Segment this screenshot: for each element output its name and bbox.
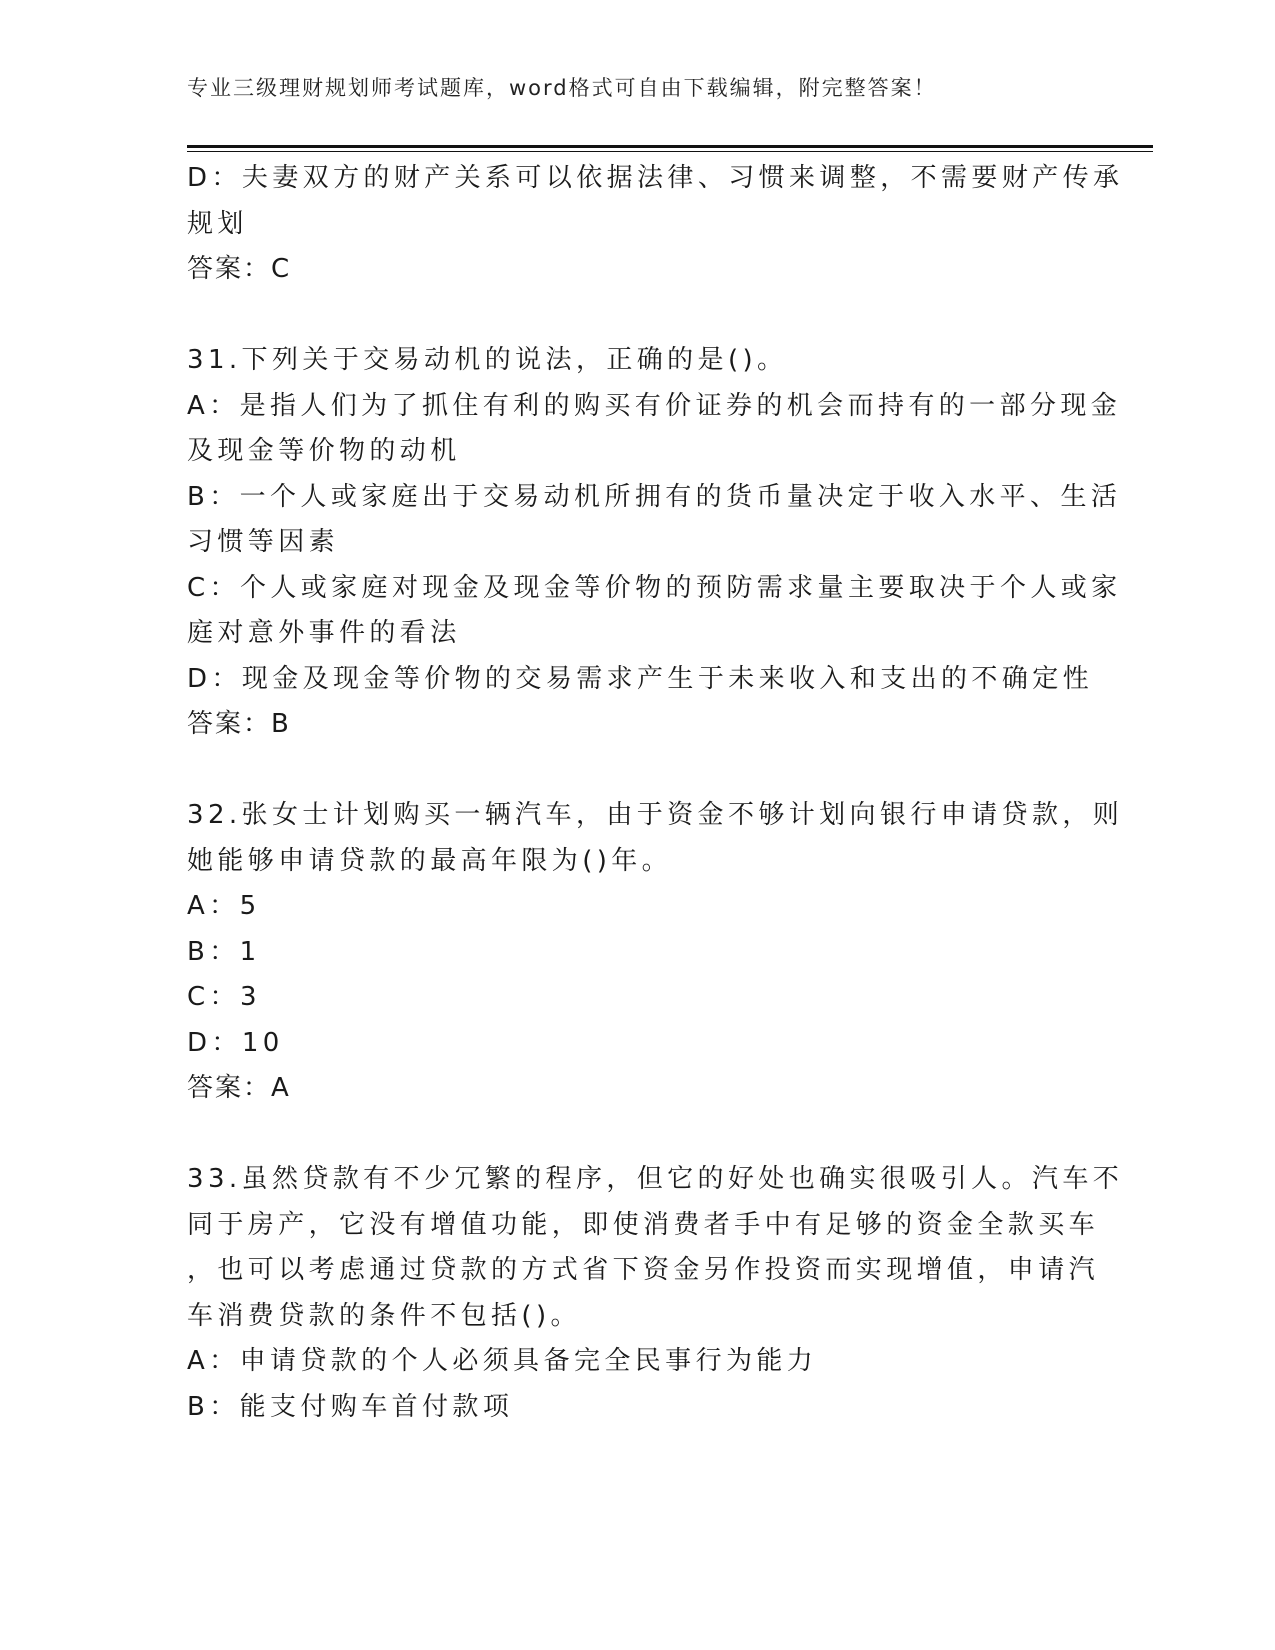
page-header: 专业三级理财规划师考试题库，word格式可自由下载编辑，附完整答案！	[187, 76, 937, 100]
answer-line: 答案：B	[187, 709, 291, 739]
option-line: A：是指人们为了抓住有利的购买有价证券的机会而持有的一部分现金	[187, 390, 1122, 421]
header-rule-thick	[187, 145, 1153, 148]
block-gap	[187, 748, 1107, 794]
option-line: D：现金及现金等价物的交易需求产生于未来收入和支出的不确定性	[187, 663, 1094, 694]
option-line: 及现金等价物的动机	[187, 436, 461, 466]
option-line: 庭对意外事件的看法	[187, 618, 461, 648]
question-stem: 车消费贷款的条件不包括()。	[187, 1300, 581, 1331]
option-line: A：5	[187, 891, 261, 921]
question-stem: 31.下列关于交易动机的说法，正确的是()。	[187, 345, 788, 375]
question-stem: 同于房产，它没有增值功能，即使消费者手中有足够的资金全款买车	[187, 1209, 1100, 1240]
text-line: 规划	[187, 208, 248, 239]
option-line: 习惯等因素	[187, 527, 340, 557]
text-line: D：夫妻双方的财产关系可以依据法律、习惯来调整，不需要财产传承	[187, 163, 1124, 193]
question-stem: 33.虽然贷款有不少冗繁的程序，但它的好处也确实很吸引人。汽车不	[187, 1164, 1124, 1194]
option-line: B：1	[187, 936, 261, 967]
option-line: B：一个人或家庭出于交易动机所拥有的货币量决定于收入水平、生活	[187, 481, 1122, 512]
question-content	[187, 156, 1124, 1430]
option-line: B：能支付购车首付款项	[187, 1391, 514, 1422]
question-stem: ，也可以考虑通过贷款的方式省下资金另作投资而实现增值，申请汽	[187, 1255, 1100, 1285]
question-stem: 她能够申请贷款的最高年限为()年。	[187, 845, 673, 876]
block-gap	[187, 1112, 1107, 1158]
answer-line: 答案：A	[187, 1073, 291, 1103]
option-line: D：10	[187, 1027, 284, 1058]
answer-line: 答案：C	[187, 254, 292, 284]
option-line: C：3	[187, 982, 261, 1012]
question-stem: 32.张女士计划购买一辆汽车，由于资金不够计划向银行申请贷款，则	[187, 800, 1124, 830]
option-line: C：个人或家庭对现金及现金等价物的预防需求量主要取决于个人或家	[187, 572, 1122, 603]
option-line: A：申请贷款的个人必须具备完全民事行为能力	[187, 1346, 818, 1376]
block-gap	[187, 293, 1107, 339]
header-rule-thin	[187, 151, 1153, 152]
